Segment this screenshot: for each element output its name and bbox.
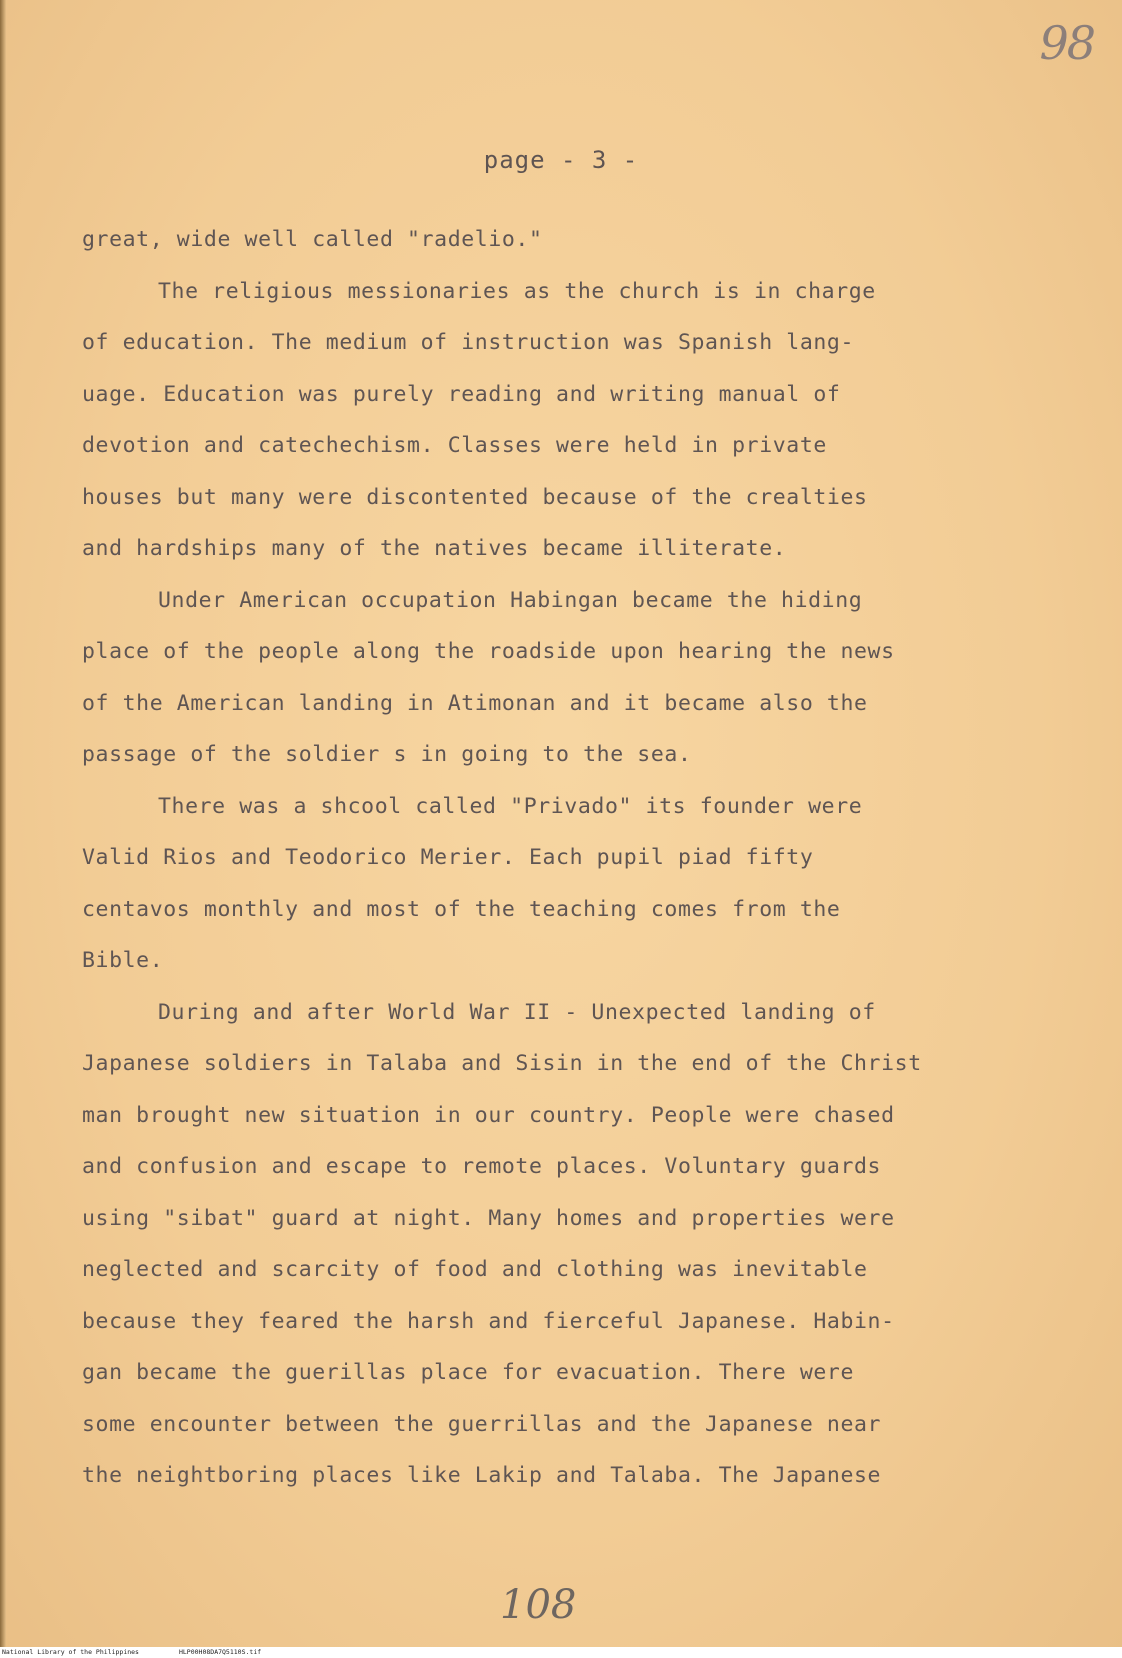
text-line: Bible.: [82, 948, 164, 973]
handwritten-page-number: 98: [1039, 16, 1094, 70]
text-line: uage. Education was purely reading and writing manual of: [82, 381, 841, 407]
text-line: place of the people along the roadside upon hearing the news: [82, 639, 895, 664]
text-line: using "sibat" guard at night. Many homes and properties were: [82, 1205, 895, 1231]
page-header: page - 3 -: [483, 146, 639, 174]
text-line: man brought new situation in our country. People were chased: [82, 1102, 895, 1128]
text-line: neglected and scarcity of food and clothing was inevitable: [82, 1257, 868, 1282]
text-line: because they feared the harsh and fierceful Japanese. Habin-: [82, 1308, 895, 1334]
text-line: The religious messionaries as the church is in charge: [158, 278, 876, 304]
text-line: During and after World War II - Unexpected landing of: [158, 999, 876, 1025]
text-line: and hardships many of the natives became illiterate.: [82, 536, 787, 561]
text-line: some encounter between the guerrillas and the Japanese near: [82, 1411, 882, 1437]
handwritten-folio-number: 108: [500, 1582, 577, 1628]
scan-footer: [0, 1647, 1122, 1658]
text-line: and confusion and escape to remote places. Voluntary guards: [82, 1154, 882, 1179]
text-line: Valid Rios and Teodorico Merier. Each pupil piad fifty: [82, 845, 814, 870]
text-line: gan became the guerillas place for evacuation. There were: [82, 1360, 855, 1385]
text-line: Japanese soldiers in Talaba and Sisin in the end of the Christ: [82, 1051, 922, 1076]
file-id: HLP00H08DA7Q5110S.tif: [178, 1648, 262, 1656]
text-line: great, wide well called "radelio.": [82, 227, 543, 252]
text-line: of the American landing in Atimonan and it became also the: [82, 690, 868, 716]
text-line: the neightboring places like Lakip and Talaba. The Japanese: [82, 1463, 882, 1488]
text-line: There was a shcool called "Privado" its founder were: [158, 793, 863, 819]
body-text: [82, 214, 1042, 1502]
text-line: passage of the soldier s in going to the sea.: [82, 742, 692, 767]
text-line: houses but many were discontented because of the crealties: [82, 484, 868, 510]
text-line: of education. The medium of instruction was Spanish lang-: [82, 330, 855, 355]
text-line: centavos monthly and most of the teaching comes from the: [82, 896, 841, 922]
text-line: Under American occupation Habingan became the hiding: [158, 587, 863, 613]
page-edge: [0, 0, 6, 1658]
library-credit: National Library of the Philippines: [2, 1648, 139, 1656]
text-line: devotion and catechechism. Classes were held in private: [82, 433, 827, 458]
